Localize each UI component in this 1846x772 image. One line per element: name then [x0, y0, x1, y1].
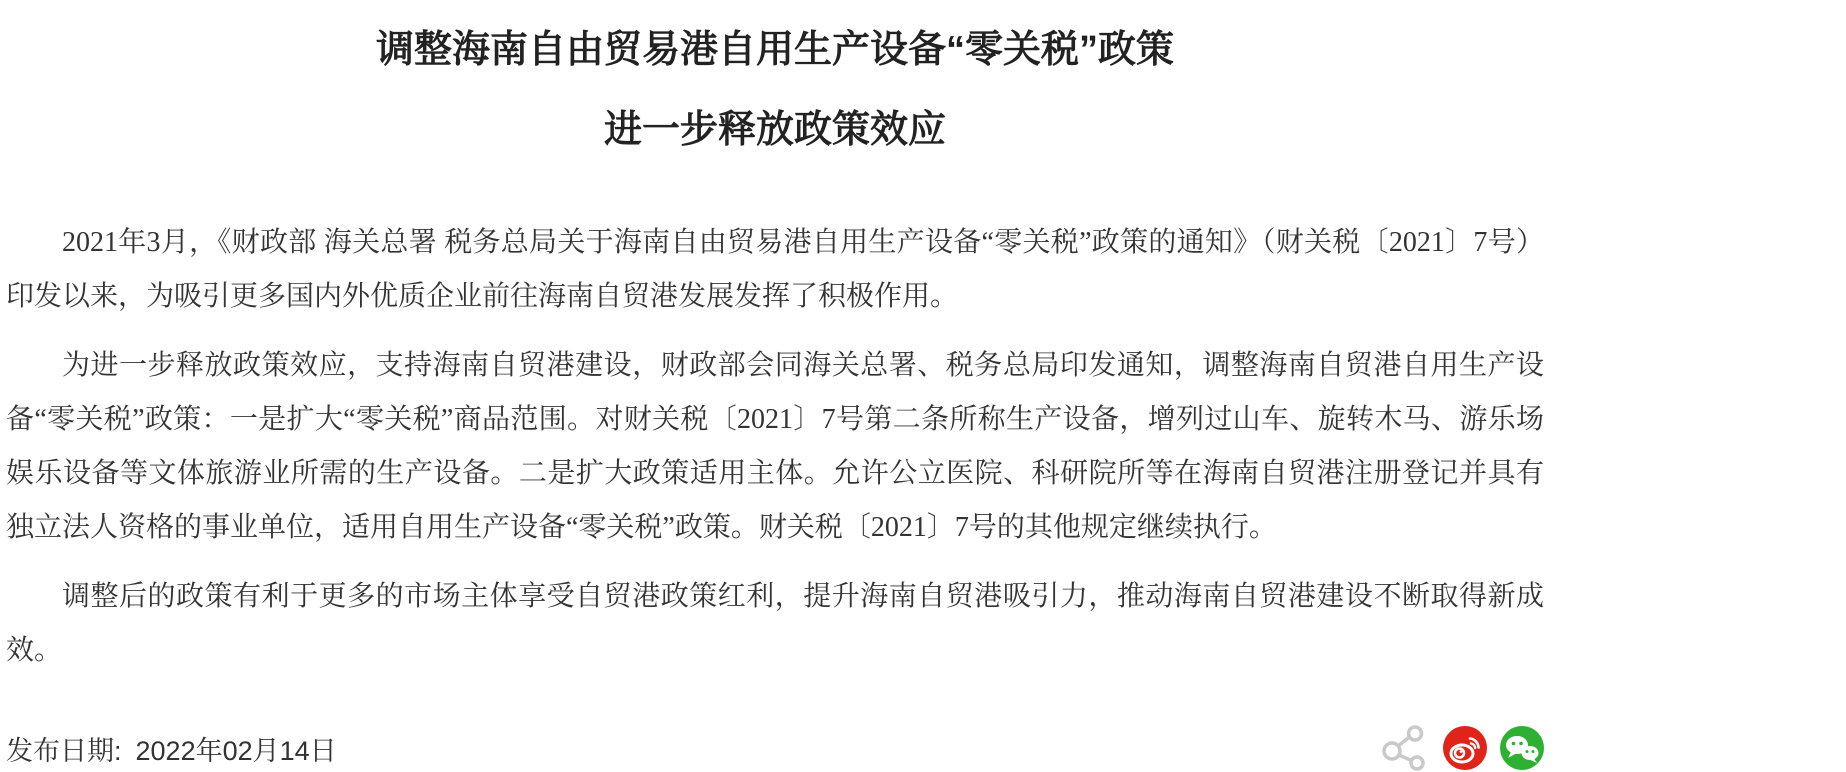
publish-date-value: 2022年02月14日 — [135, 735, 337, 766]
share-bar — [1382, 724, 1544, 772]
publish-date — [6, 729, 337, 768]
article-title — [6, 10, 1544, 170]
article-paragraph: 调整后的政策有利于更多的市场主体享受自贸港政策红利，提升海南自贸港吸引力，推动海南自贸港建设不断取得新成效。 — [6, 581, 1544, 666]
publish-date-label: 发布日期: — [6, 735, 122, 766]
article-title-line2: 进一步释放政策效应 — [603, 109, 946, 151]
wechat-icon[interactable] — [1500, 726, 1544, 770]
article-body — [6, 216, 1544, 678]
article-paragraph: 为进一步释放政策效应，支持海南自贸港建设，财政部会同海关总署、税务总局印发通知，调整海南自贸港自用生产设备“零关税”政策：一是扩大“零关税”商品范围。对财关税〔2021〕7号第二条所称生产设备，增列过山车、旋转木马、游乐场娱乐设备等文体旅游业所需的生产设备。二是扩大政策适用主体。允许公立医院、科研院所等在海南自贸港注册登记并具有独立法人资格的事业单位，适用自用生产设备“零关税”政策。财关税〔2021〕7号的其他规定继续执行。 — [6, 350, 1544, 543]
weibo-icon[interactable] — [1443, 726, 1487, 770]
article-title-line1: 调整海南自由贸易港自用生产设备“零关税”政策 — [375, 29, 1174, 71]
article-footer — [6, 724, 1544, 772]
article-paragraph: 2021年3月，《财政部 海关总署 税务总局关于海南自由贸易港自用生产设备“零关税”政策的通知》（财关税〔2021〕7号）印发以来，为吸引更多国内外优质企业前往海南自贸港发展发挥了积极作用。 — [6, 227, 1544, 312]
share-icon[interactable] — [1382, 724, 1430, 772]
